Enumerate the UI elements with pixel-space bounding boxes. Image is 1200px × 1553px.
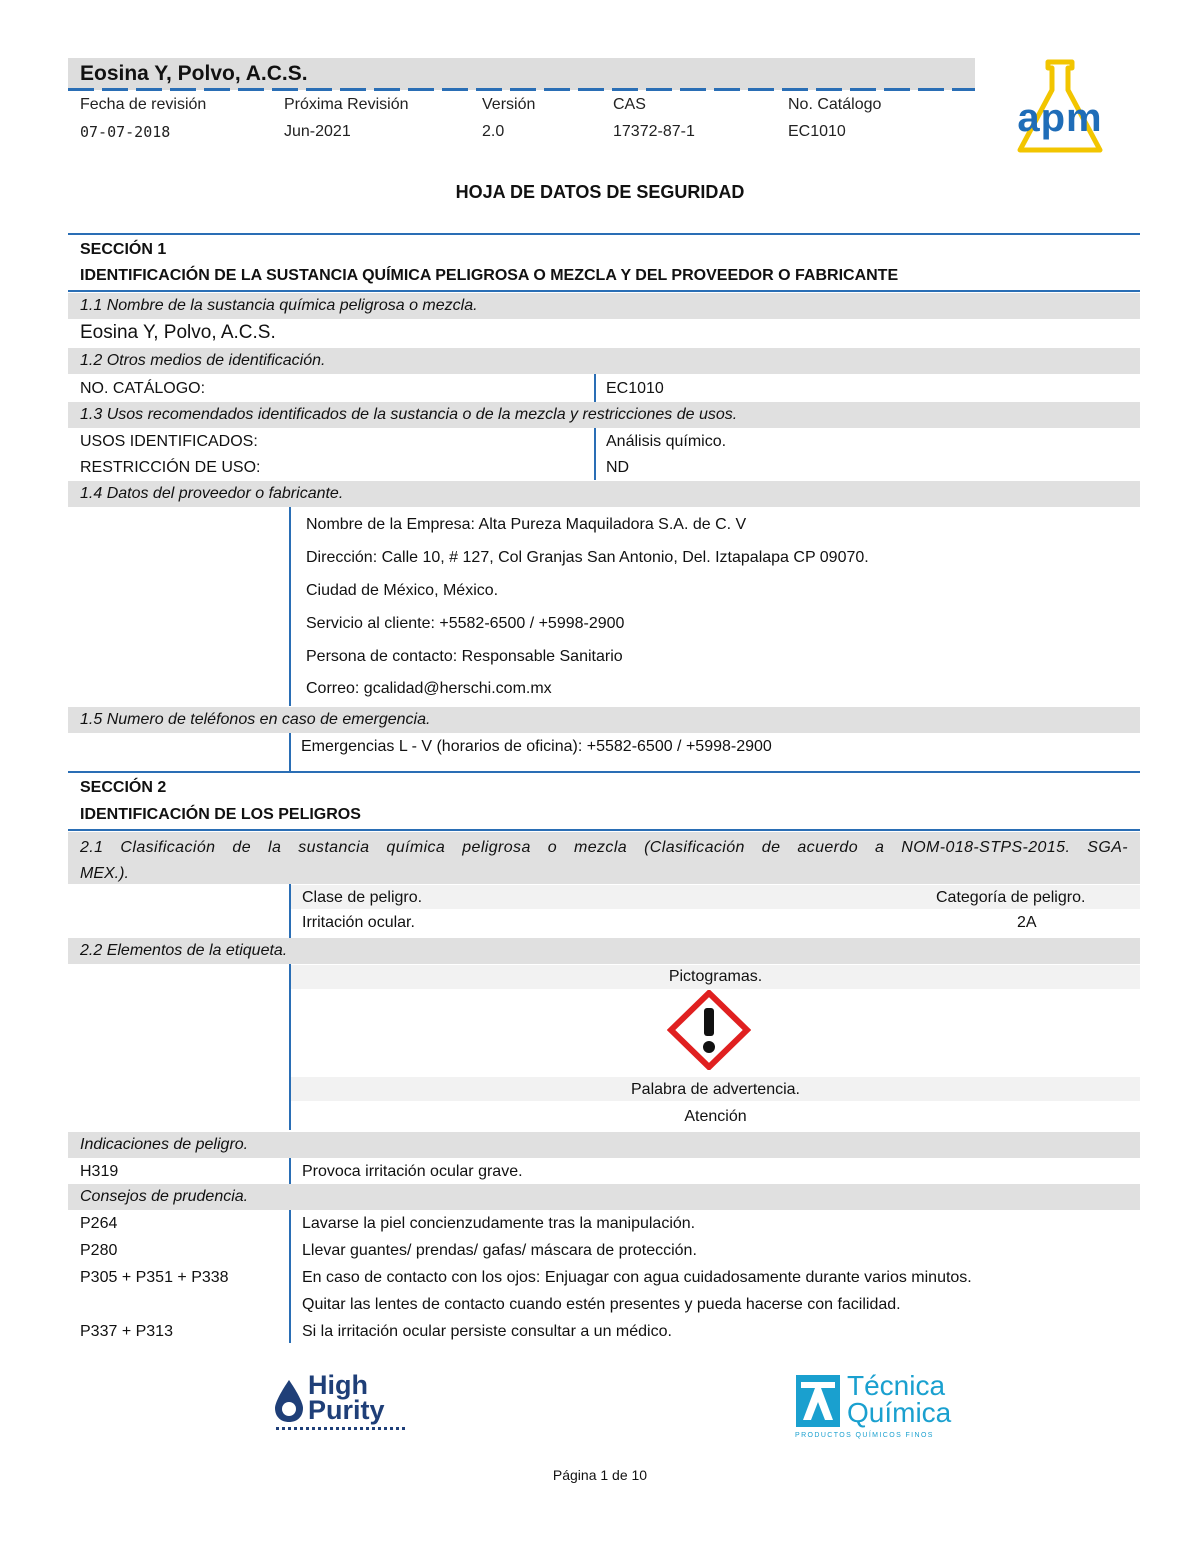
tecnica-quimica-logo-line2: Química <box>847 1397 952 1428</box>
header-dashed-rule <box>68 88 975 91</box>
section-rule <box>68 233 1140 235</box>
subsection-1-2-band: 1.2 Otros medios de identificación. <box>68 348 1140 374</box>
header-value-cas: 17372-87-1 <box>613 123 695 140</box>
pictograms-label: Pictogramas. <box>668 968 763 985</box>
header-label-catalog: No. Catálogo <box>788 96 882 113</box>
precaution-code: P337 + P313 <box>80 1323 173 1340</box>
subsection-2-1-line2: MEX.). <box>80 865 129 882</box>
exclamation-mark-pictogram-icon <box>667 990 751 1070</box>
section-2-title: IDENTIFICACIÓN DE LOS PELIGROS <box>80 806 361 823</box>
hazard-category-header: Categoría de peligro. <box>936 889 1086 906</box>
uses-label: USOS IDENTIFICADOS: <box>80 433 258 450</box>
signal-word-label: Palabra de advertencia. <box>631 1081 800 1098</box>
header-value-revision-date: 07-07-2018 <box>80 123 171 141</box>
tecnica-quimica-logo <box>795 1372 955 1442</box>
hazard-statements-band: Indicaciones de peligro. <box>68 1132 1140 1158</box>
supplier-email[interactable]: Correo: gcalidad@herschi.com.mx <box>306 680 552 697</box>
subsection-1-5-band: 1.5 Numero de teléfonos en caso de emergencia. <box>68 707 1140 733</box>
subsection-1-4-band: 1.4 Datos del proveedor o fabricante. <box>68 481 1140 507</box>
apm-logo-text: apm <box>1017 96 1103 140</box>
section-1-number: SECCIÓN 1 <box>80 241 167 258</box>
water-drop-icon <box>272 1378 306 1424</box>
precaution-text: En caso de contacto con los ojos: Enjuagar con agua cuidadosamente durante varios minutos. <box>302 1269 972 1286</box>
hazard-code: H319 <box>80 1163 119 1180</box>
uses-value: Análisis químico. <box>606 433 727 450</box>
header-value-next-revision: Jun-2021 <box>284 123 351 140</box>
header-label-cas: CAS <box>613 96 646 113</box>
precaution-code: P264 <box>80 1215 118 1232</box>
signal-word-value: Atención <box>684 1108 747 1125</box>
precaution-text: Si la irritación ocular persiste consultar a un médico. <box>302 1323 672 1340</box>
hazard-text: Provoca irritación ocular grave. <box>302 1163 523 1180</box>
precautionary-statements-band: Consejos de prudencia. <box>68 1184 1140 1210</box>
column-divider <box>594 374 596 402</box>
tecnica-quimica-emblem-icon <box>795 1374 841 1428</box>
subsection-2-1-line1: 2.1 Clasificación de la sustancia química peligrosa o mezcla (Clasificación de acuerdo a NOM-018-STPS-2015. SGA- <box>80 839 1128 856</box>
page-number: Página 1 de 10 <box>552 1467 648 1483</box>
tecnica-quimica-tagline: PRODUCTOS QUÍMICOS FINOS <box>795 1432 934 1439</box>
subsection-1-1-band: 1.1 Nombre de la sustancia química peligrosa o mezcla. <box>68 293 1140 319</box>
subsection-2-1-band <box>68 832 1140 884</box>
header-value-catalog: EC1010 <box>788 123 846 140</box>
hazard-category-value: 2A <box>1017 914 1037 931</box>
column-divider <box>289 1158 291 1184</box>
column-divider <box>289 1210 291 1343</box>
hazard-class-header: Clase de peligro. <box>302 889 423 906</box>
header-label-next-revision: Próxima Revisión <box>284 96 409 113</box>
supplier-service-phone: Servicio al cliente: +5582-6500 / +5998-2900 <box>306 615 625 632</box>
restriction-value: ND <box>606 459 630 476</box>
supplier-city: Ciudad de México, México. <box>306 582 499 599</box>
header-label-version: Versión <box>482 96 536 113</box>
section-rule <box>68 829 1140 831</box>
catalog-value: EC1010 <box>606 380 664 397</box>
hazard-class-value: Irritación ocular. <box>302 914 415 931</box>
header-product-title: Eosina Y, Polvo, A.C.S. <box>68 58 975 90</box>
high-purity-logo-line2: Purity <box>308 1395 385 1425</box>
emergency-phones: Emergencias L - V (horarios de oficina): +5582-6500 / +5998-2900 <box>301 738 772 755</box>
precaution-text-continued: Quitar las lentes de contacto cuando estén presentes y pueda hacerse con facilidad. <box>302 1296 901 1313</box>
section-1-title: IDENTIFICACIÓN DE LA SUSTANCIA QUÍMICA PELIGROSA O MEZCLA Y DEL PROVEEDOR O FABRICANTE <box>80 267 899 284</box>
column-divider <box>594 428 596 480</box>
restriction-label: RESTRICCIÓN DE USO: <box>80 459 261 476</box>
supplier-company: Nombre de la Empresa: Alta Pureza Maquiladora S.A. de C. V <box>306 516 747 533</box>
subsection-2-2-band: 2.2 Elementos de la etiqueta. <box>68 938 1140 964</box>
apm-logo <box>990 58 1130 158</box>
document-title: HOJA DE DATOS DE SEGURIDAD <box>455 182 745 202</box>
high-purity-logo-line1: High <box>308 1370 368 1400</box>
header-value-version: 2.0 <box>482 123 505 140</box>
supplier-address: Dirección: Calle 10, # 127, Col Granjas San Antonio, Del. Iztapalapa CP 09070. <box>306 549 869 566</box>
high-purity-logo <box>272 1372 412 1434</box>
precaution-code: P280 <box>80 1242 118 1259</box>
substance-name: Eosina Y, Polvo, A.C.S. <box>80 322 276 343</box>
subsection-1-3-band: 1.3 Usos recomendados identificados de la sustancia o de la mezcla y restricciones de usos. <box>68 402 1140 428</box>
precaution-text: Lavarse la piel concienzudamente tras la manipulación. <box>302 1215 696 1232</box>
precaution-text: Llevar guantes/ prendas/ gafas/ máscara de protección. <box>302 1242 697 1259</box>
catalog-label: NO. CATÁLOGO: <box>80 380 206 397</box>
column-divider <box>289 507 291 706</box>
section-2-number: SECCIÓN 2 <box>80 779 167 796</box>
header-label-revision-date: Fecha de revisión <box>80 96 207 113</box>
high-purity-tagline-decoration <box>276 1427 406 1430</box>
precaution-code: P305 + P351 + P338 <box>80 1269 229 1286</box>
tecnica-quimica-logo-line1: Técnica <box>847 1370 946 1401</box>
section-rule <box>68 290 1140 292</box>
supplier-contact: Persona de contacto: Responsable Sanitario <box>306 648 623 665</box>
column-divider <box>289 733 291 771</box>
section-rule <box>68 771 1140 773</box>
